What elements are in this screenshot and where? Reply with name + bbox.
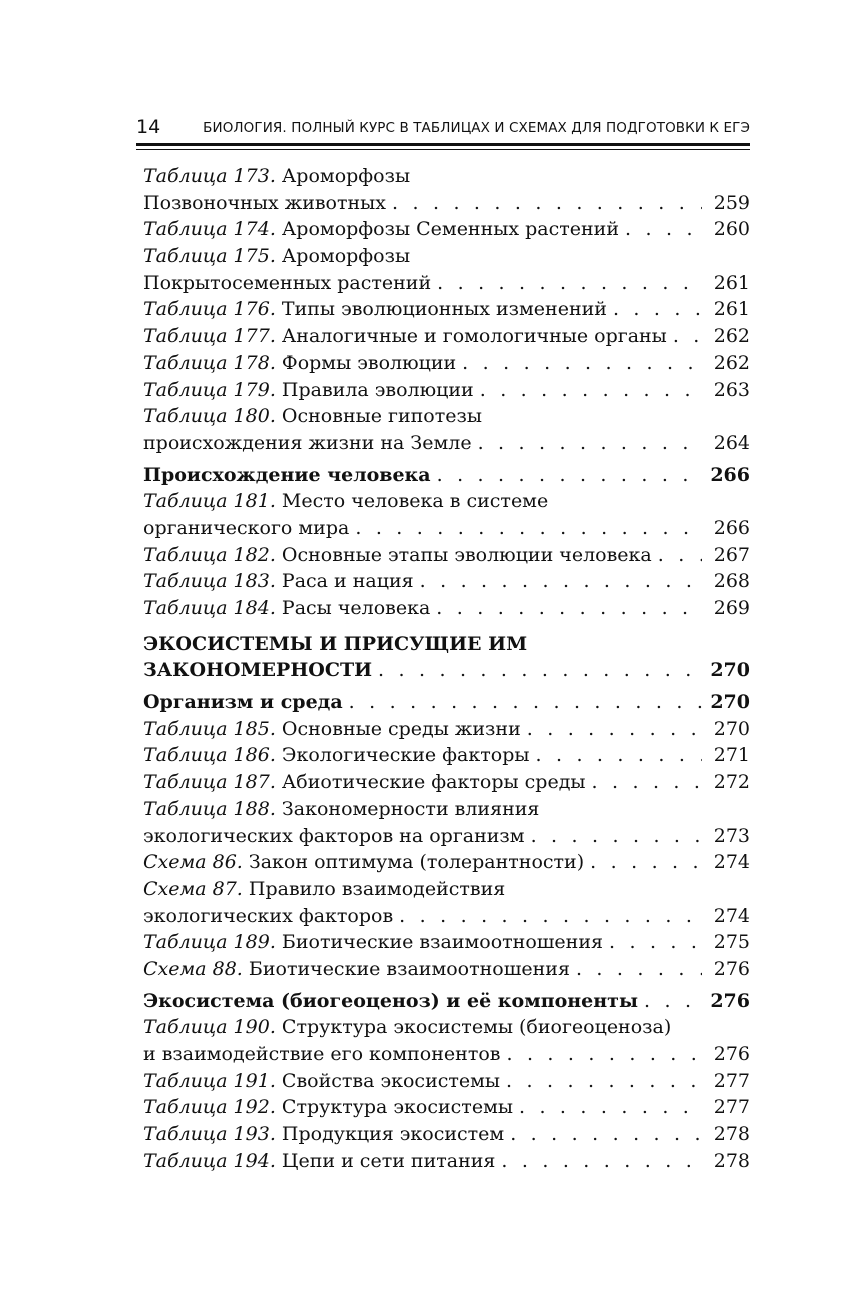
toc-entry-title: Организм и среда [143,691,343,714]
dot-leader [527,716,702,743]
toc-entry-page: 267 [713,543,750,566]
toc-entry-text [143,216,619,243]
toc-entry-text [143,243,410,270]
toc-entry-text [143,163,410,190]
toc-entry-page: 277 [713,1069,750,1092]
toc-entry-page: 271 [713,744,750,767]
toc-entry-page: 270 [710,659,750,682]
toc-entry-title: Закономерности влияния [281,797,540,820]
dot-leader [506,1068,702,1095]
toc-entry-text [143,430,472,457]
toc-entry[interactable] [143,823,750,850]
toc-entry-title: Происхождение человека [143,463,431,486]
toc-entry-title: Расы человека [281,597,431,619]
toc-entry-kind: Таблица 182. [143,543,276,566]
toc-entry[interactable] [143,296,750,323]
toc-entry-text [143,462,431,489]
dot-leader [625,216,702,243]
toc-entry-text [143,903,393,930]
toc-entry[interactable] [143,1121,750,1148]
toc-entry-kind: Таблица 184. [143,597,276,619]
toc-entry-page: 263 [713,378,750,401]
toc-entry-kind: Таблица 187. [143,771,276,794]
dot-leader [501,1148,702,1175]
toc-entry[interactable] [143,1014,750,1041]
dot-leader [480,377,702,404]
toc-entry-kind: Таблица 181. [143,490,276,513]
toc-entry-page: 274 [713,851,750,874]
toc-entry-text [143,296,607,323]
toc-entry-text [143,488,548,515]
toc-entry-title: Основные гипотезы [281,405,482,428]
toc-entry-text [143,1121,504,1148]
toc-entry-page: 269 [713,597,750,619]
dot-leader [590,849,702,876]
toc-entry-page: 278 [713,1149,750,1172]
toc-entry-title: Формы эволюции [281,351,457,374]
toc-entry[interactable] [143,403,750,430]
toc-entry-text [143,377,474,404]
toc-entry-text [143,323,667,350]
toc-entry[interactable] [143,796,750,823]
toc-entry-page: 277 [713,1096,750,1119]
dot-leader [420,568,702,595]
dot-leader [531,823,702,850]
toc-entry-text [143,270,431,297]
dot-leader [399,903,702,930]
toc-entry-text [143,542,652,569]
toc-entry-kind: Схема 86. [143,851,243,874]
dot-leader [462,350,702,377]
toc-entry-page: 262 [713,351,750,374]
toc-entry-page: 272 [713,771,750,794]
toc-entry-text [143,823,525,850]
toc-entry[interactable] [143,163,750,190]
dot-leader [519,1094,702,1121]
toc-entry-text [143,689,343,716]
toc-entry-page: 259 [713,191,750,214]
toc-entry[interactable] [143,462,750,489]
table-of-contents [143,163,750,1174]
dot-leader [592,769,702,796]
dot-leader [436,595,702,622]
toc-entry[interactable] [143,270,750,297]
toc-entry-title: Ароморфозы [281,245,411,268]
page-number: 14 [136,116,161,138]
toc-entry-title: Экосистема (биогеоценоз) и её компоненты [143,989,638,1012]
toc-entry-page: 270 [713,717,750,740]
toc-entry-kind: Таблица 174. [143,218,276,241]
toc-entry[interactable] [143,1094,750,1121]
dot-leader [535,742,702,769]
dot-leader [673,323,702,350]
toc-entry-title: и взаимодействие его компонентов [143,1043,501,1065]
toc-entry-page: 274 [713,904,750,927]
toc-entry-text [143,716,521,743]
toc-entry-text [143,956,570,983]
toc-entry-text [143,350,456,377]
toc-entry-title: Правило взаимодействия [248,877,506,900]
dot-leader [355,515,702,542]
header-rule-thick [136,143,750,146]
toc-entry-text [143,769,586,796]
toc-entry-kind: Таблица 176. [143,298,276,321]
toc-entry-kind: Таблица 177. [143,325,276,348]
toc-entry-title: Абиотические факторы среды [281,771,586,794]
toc-entry-text [143,876,505,903]
toc-entry-page: 262 [713,325,750,348]
toc-entry-page: 268 [713,570,750,593]
toc-entry-text [143,796,539,823]
toc-entry-title: Биотические взаимоотношения [248,957,570,980]
toc-entry-text [143,515,349,542]
toc-entry-kind: Таблица 173. [143,165,276,187]
toc-entry-page: 266 [713,516,750,539]
toc-entry-title: Ароморфозы [281,165,411,187]
toc-entry-title: органического мира [143,516,350,539]
toc-entry-text [143,1094,513,1121]
toc-entry[interactable] [143,377,750,404]
toc-entry[interactable] [143,190,750,217]
toc-entry-title: Ароморфозы Семенных растений [281,218,620,241]
toc-entry[interactable] [143,657,750,684]
toc-entry-kind: Таблица 183. [143,570,276,593]
toc-entry-kind: Схема 88. [143,957,243,980]
toc-entry-kind: Таблица 180. [143,405,276,428]
toc-entry-page: 264 [713,431,750,454]
dot-leader [437,462,702,489]
toc-entry-text [143,988,638,1015]
toc-entry[interactable] [143,849,750,876]
toc-entry[interactable] [143,769,750,796]
dot-leader [437,270,702,297]
toc-entry-title: Цепи и сети питания [281,1149,496,1172]
toc-entry-page: 275 [713,931,750,954]
toc-entry-kind: Схема 87. [143,877,243,900]
toc-entry[interactable] [143,568,750,595]
toc-entry-title: Покрытосеменных растений [143,271,432,294]
toc-entry-text [143,1014,671,1041]
dot-leader [609,929,702,956]
toc-entry[interactable] [143,1148,750,1175]
toc-entry-title: Экологические факторы [281,744,530,767]
running-title: БИОЛОГИЯ. ПОЛНЫЙ КУРС В ТАБЛИЦАХ И СХЕМАХ ДЛЯ ПОДГОТОВКИ К ЕГЭ [203,120,750,136]
toc-entry-title: Позвоночных животных [143,191,387,214]
toc-entry[interactable] [143,515,750,542]
toc-entry-title: Основные этапы эволюции человека [281,543,652,566]
toc-entry-text [143,849,584,876]
toc-entry-page: 270 [710,691,750,714]
toc-entry-text [143,929,603,956]
toc-entry-kind: Таблица 186. [143,744,276,767]
toc-entry-page: 278 [713,1123,750,1146]
toc-entry-title: Закон оптимума (толерантности) [248,851,585,874]
toc-entry[interactable] [143,988,750,1015]
toc-entry-title: Раса и нация [281,570,414,593]
dot-leader [510,1121,702,1148]
toc-entry-kind: Таблица 192. [143,1096,276,1119]
toc-entry-text [143,1041,500,1068]
toc-entry[interactable] [143,956,750,983]
toc-entry-text [143,403,482,430]
toc-entry-text [143,1068,500,1095]
dot-leader [644,988,702,1015]
toc-entry[interactable] [143,595,750,622]
toc-entry-title: экологических факторов на организм [143,824,525,847]
toc-entry-kind: Таблица 194. [143,1149,276,1172]
toc-entry-kind: Таблица 178. [143,351,276,374]
dot-leader [658,542,702,569]
toc-entry[interactable] [143,903,750,930]
toc-entry-title: экологических факторов [143,904,394,927]
toc-entry[interactable] [143,243,750,270]
toc-entry-text [143,1148,495,1175]
toc-entry-title: Продукция экосистем [281,1123,505,1146]
toc-entry-text [143,742,529,769]
toc-entry-page: 261 [713,298,750,321]
toc-entry-kind: Таблица 189. [143,931,276,954]
toc-entry[interactable] [143,631,750,658]
toc-entry-title: Правила эволюции [281,378,474,401]
toc-entry-page: 273 [713,824,750,847]
dot-leader [478,430,702,457]
toc-entry-title: Основные среды жизни [281,717,521,740]
toc-entry-kind: Таблица 185. [143,717,276,740]
toc-entry[interactable] [143,742,750,769]
toc-entry[interactable] [143,542,750,569]
toc-entry-title: Аналогичные и гомологичные органы [281,325,667,348]
dot-leader [576,956,702,983]
toc-entry[interactable] [143,929,750,956]
toc-entry[interactable] [143,689,750,716]
toc-entry-text [143,657,372,684]
toc-entry-title: Структура экосистемы [281,1096,513,1119]
toc-entry-text [143,568,414,595]
dot-leader [349,689,702,716]
toc-entry-title: Структура экосистемы (биогеоценоза) [281,1016,672,1039]
toc-entry-kind: Таблица 179. [143,378,276,401]
dot-leader [613,296,702,323]
toc-entry-title: Свойства экосистемы [281,1069,501,1092]
toc-entry-page: 276 [710,989,750,1012]
toc-entry[interactable] [143,1041,750,1068]
toc-entry-page: 260 [713,218,750,241]
dot-leader [378,657,702,684]
toc-entry[interactable] [143,716,750,743]
toc-entry-page: 276 [713,957,750,980]
toc-entry-kind: Таблица 191. [143,1069,276,1092]
toc-entry-kind: Таблица 193. [143,1123,276,1146]
dot-leader [506,1041,702,1068]
toc-entry-title: Место человека в системе [281,490,549,513]
toc-entry-page: 261 [713,271,750,294]
toc-entry-title: Типы эволюционных изменений [281,298,607,321]
toc-entry-title: происхождения жизни на Земле [143,431,472,454]
toc-entry-text [143,631,527,658]
toc-entry-kind: Таблица 190. [143,1016,276,1039]
toc-entry-kind: Таблица 175. [143,245,276,268]
toc-entry[interactable] [143,1068,750,1095]
toc-entry-title: ЗАКОНОМЕРНОСТИ [143,659,373,682]
toc-entry-page: 276 [713,1043,750,1065]
toc-entry-title: ЭКОСИСТЕМЫ И ПРИСУЩИЕ ИМ [143,632,528,655]
toc-entry-page: 266 [710,463,750,486]
toc-entry[interactable] [143,430,750,457]
dot-leader [392,190,702,217]
toc-entry[interactable] [143,323,750,350]
toc-entry[interactable] [143,216,750,243]
header-rule-thin [136,149,750,150]
toc-entry-kind: Таблица 188. [143,797,276,820]
toc-entry-text [143,190,386,217]
toc-entry[interactable] [143,876,750,903]
toc-entry[interactable] [143,350,750,377]
toc-entry-text [143,595,430,622]
toc-entry-title: Биотические взаимоотношения [281,931,603,954]
page-header [136,116,750,140]
toc-entry[interactable] [143,488,750,515]
